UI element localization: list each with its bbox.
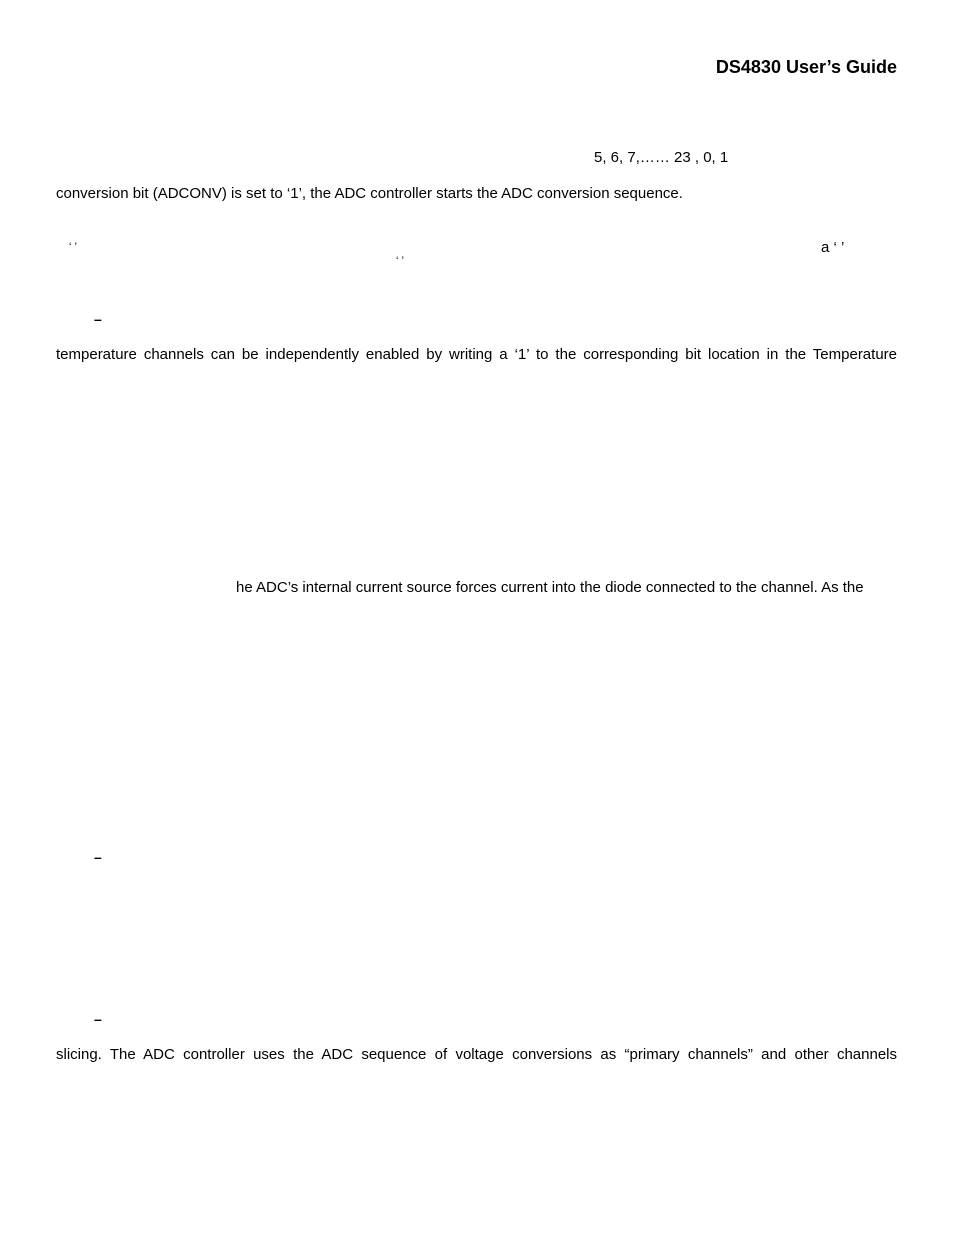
current-source-line: he ADC’s internal current source forces current into the diode connected to the channel. As the [236, 579, 864, 596]
quote-mark-left: ‘ ’ [69, 241, 77, 253]
quote-mark-right: a ‘ ’ [821, 239, 845, 256]
adconv-paragraph-line: conversion bit (ADCONV) is set to ‘1’, the ADC controller starts the ADC conversion sequence. [56, 185, 683, 202]
page-header-title: DS4830 User’s Guide [715, 57, 897, 77]
temperature-channels-line: temperature channels can be independently enabled by writing a ‘1’ to the corresponding bit location in the Temperature [56, 346, 897, 363]
slicing-paragraph-line: slicing. The ADC controller uses the ADC sequence of voltage conversions as “primary channels” and other channels [56, 1046, 897, 1063]
section-dash-2: – [94, 849, 102, 865]
quote-mark-middle: ‘ ’ [396, 255, 404, 267]
section-dash-3: – [94, 1011, 102, 1027]
sequence-numbers-text: 5, 6, 7,…… 23 , 0, 1 [594, 149, 729, 166]
section-dash-1: – [94, 311, 102, 327]
